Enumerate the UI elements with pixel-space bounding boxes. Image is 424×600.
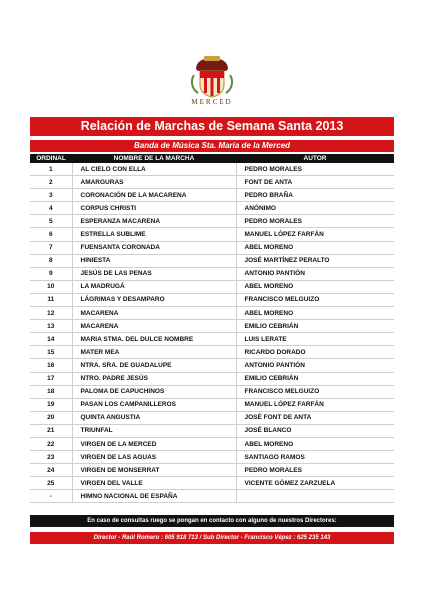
row-author: FRANCISCO MELGUIZO — [236, 385, 394, 398]
table-row — [30, 372, 394, 385]
row-march-title: MARIA STMA. DEL DULCE NOMBRE — [72, 333, 236, 346]
directors-contact: Director - Raúl Romero : 605 918 713 / Sub Director - Francisco Vépez : 625 235 143 — [30, 532, 394, 544]
row-author: FRANCISCO MELGUIZO — [236, 293, 394, 306]
row-author: EMILIO CEBRIÁN — [236, 372, 394, 385]
row-ordinal: 5 — [30, 215, 72, 228]
table-row — [30, 202, 394, 215]
row-march-title: LA MADRUGÁ — [72, 280, 236, 293]
column-header-ordinal: ORDINAL — [30, 154, 72, 163]
row-march-title: CORPUS CHRISTI — [72, 202, 236, 215]
row-march-title: CORONACIÓN DE LA MACARENA — [72, 189, 236, 202]
table-row — [30, 437, 394, 450]
table-row — [30, 189, 394, 202]
row-ordinal: 9 — [30, 267, 72, 280]
row-ordinal: 7 — [30, 241, 72, 254]
table-body — [30, 163, 394, 503]
table-row — [30, 333, 394, 346]
table-header-row — [30, 154, 394, 163]
row-ordinal: 21 — [30, 424, 72, 437]
table-row — [30, 307, 394, 320]
row-author: SANTIAGO RAMOS — [236, 451, 394, 464]
table-row — [30, 464, 394, 477]
row-march-title: NTRA. SRA. DE GUADALUPE — [72, 359, 236, 372]
row-ordinal: 11 — [30, 293, 72, 306]
row-ordinal: 15 — [30, 346, 72, 359]
row-author: ABEL MORENO — [236, 241, 394, 254]
row-author: ANTONIO PANTIÓN — [236, 359, 394, 372]
row-ordinal: 8 — [30, 254, 72, 267]
row-ordinal: 22 — [30, 437, 72, 450]
row-author: JOSÉ MARTÍNEZ PERALTO — [236, 254, 394, 267]
row-march-title: FUENSANTA CORONADA — [72, 241, 236, 254]
row-author: ABEL MORENO — [236, 437, 394, 450]
row-author: MANUEL LÓPEZ FARFÁN — [236, 228, 394, 241]
row-march-title: MACARENA — [72, 307, 236, 320]
row-march-title: ESTRELLA SUBLIME — [72, 228, 236, 241]
row-author: PEDRO MORALES — [236, 464, 394, 477]
row-ordinal: 14 — [30, 333, 72, 346]
row-march-title: VIRGEN DE LAS AGUAS — [72, 451, 236, 464]
row-march-title: VIRGEN DE MONSERRAT — [72, 464, 236, 477]
row-author: MANUEL LÓPEZ FARFÁN — [236, 398, 394, 411]
row-ordinal: 2 — [30, 176, 72, 189]
table-row — [30, 254, 394, 267]
column-header-autor: AUTOR — [236, 154, 394, 163]
table-row — [30, 215, 394, 228]
table-row — [30, 241, 394, 254]
row-ordinal: 3 — [30, 189, 72, 202]
table-row — [30, 267, 394, 280]
row-ordinal: 24 — [30, 464, 72, 477]
row-ordinal: 17 — [30, 372, 72, 385]
row-march-title: LÁGRIMAS Y DESAMPARO — [72, 293, 236, 306]
logo-caption: MERCED — [191, 98, 233, 106]
row-march-title: PASAN LOS CAMPANILLEROS — [72, 398, 236, 411]
row-author: ANÓNIMO — [236, 202, 394, 215]
row-ordinal: 25 — [30, 477, 72, 490]
page-subtitle: Banda de Música Sta. María de la Merced — [30, 140, 394, 152]
row-author: PEDRO MORALES — [236, 163, 394, 176]
row-march-title: VIRGEN DE LA MERCED — [72, 437, 236, 450]
marchas-table — [30, 154, 394, 503]
table-row — [30, 490, 394, 503]
row-ordinal: 6 — [30, 228, 72, 241]
table-row — [30, 176, 394, 189]
table-row — [30, 320, 394, 333]
row-march-title: AL CIELO CON ELLA — [72, 163, 236, 176]
row-march-title: ESPERANZA MACARENA — [72, 215, 236, 228]
row-ordinal: 4 — [30, 202, 72, 215]
row-march-title: NTRO. PADRE JESÚS — [72, 372, 236, 385]
row-march-title: HINIESTA — [72, 254, 236, 267]
row-march-title: PALOMA DE CAPUCHINOS — [72, 385, 236, 398]
row-author: PEDRO MORALES — [236, 215, 394, 228]
row-ordinal: 12 — [30, 307, 72, 320]
row-ordinal: 10 — [30, 280, 72, 293]
table-row — [30, 411, 394, 424]
row-ordinal: 23 — [30, 451, 72, 464]
table-row — [30, 280, 394, 293]
row-march-title: VIRGEN DEL VALLE — [72, 477, 236, 490]
row-march-title: QUINTA ANGUSTIA — [72, 411, 236, 424]
row-march-title: HIMNO NACIONAL DE ESPAÑA — [72, 490, 236, 503]
table-row — [30, 293, 394, 306]
row-author: EMILIO CEBRIÁN — [236, 320, 394, 333]
table-row — [30, 228, 394, 241]
row-author: ABEL MORENO — [236, 280, 394, 293]
table-row — [30, 359, 394, 372]
row-ordinal: 19 — [30, 398, 72, 411]
row-author: PEDRO BRAÑA — [236, 189, 394, 202]
page-title: Relación de Marchas de Semana Santa 2013 — [30, 117, 394, 136]
table-row — [30, 477, 394, 490]
row-march-title: AMARGURAS — [72, 176, 236, 189]
row-march-title: JESÚS DE LAS PENAS — [72, 267, 236, 280]
row-author — [236, 490, 394, 503]
row-march-title: MACARENA — [72, 320, 236, 333]
row-march-title: MATER MEA — [72, 346, 236, 359]
row-author: JOSÉ BLANCO — [236, 424, 394, 437]
row-ordinal: 18 — [30, 385, 72, 398]
table-row — [30, 451, 394, 464]
row-author: RICARDO DORADO — [236, 346, 394, 359]
table-row — [30, 398, 394, 411]
table-row — [30, 385, 394, 398]
table-row — [30, 424, 394, 437]
row-ordinal: 20 — [30, 411, 72, 424]
row-ordinal: 1 — [30, 163, 72, 176]
row-author: VICENTE GÓMEZ ZARZUELA — [236, 477, 394, 490]
row-march-title: TRIUNFAL — [72, 424, 236, 437]
row-ordinal: 16 — [30, 359, 72, 372]
row-ordinal: 13 — [30, 320, 72, 333]
row-author: JOSÉ FONT DE ANTA — [236, 411, 394, 424]
row-author: LUIS LERATE — [236, 333, 394, 346]
row-ordinal: - — [30, 490, 72, 503]
row-author: FONT DE ANTA — [236, 176, 394, 189]
table-row — [30, 163, 394, 176]
contact-note: En caso de consultas ruego se pongan en contacto con alguno de nuestros Directores: — [30, 515, 394, 527]
column-header-nombre: NOMBRE DE LA MARCHA — [72, 154, 236, 163]
row-author: ANTONIO PANTIÓN — [236, 267, 394, 280]
table-row — [30, 346, 394, 359]
row-author: ABEL MORENO — [236, 307, 394, 320]
